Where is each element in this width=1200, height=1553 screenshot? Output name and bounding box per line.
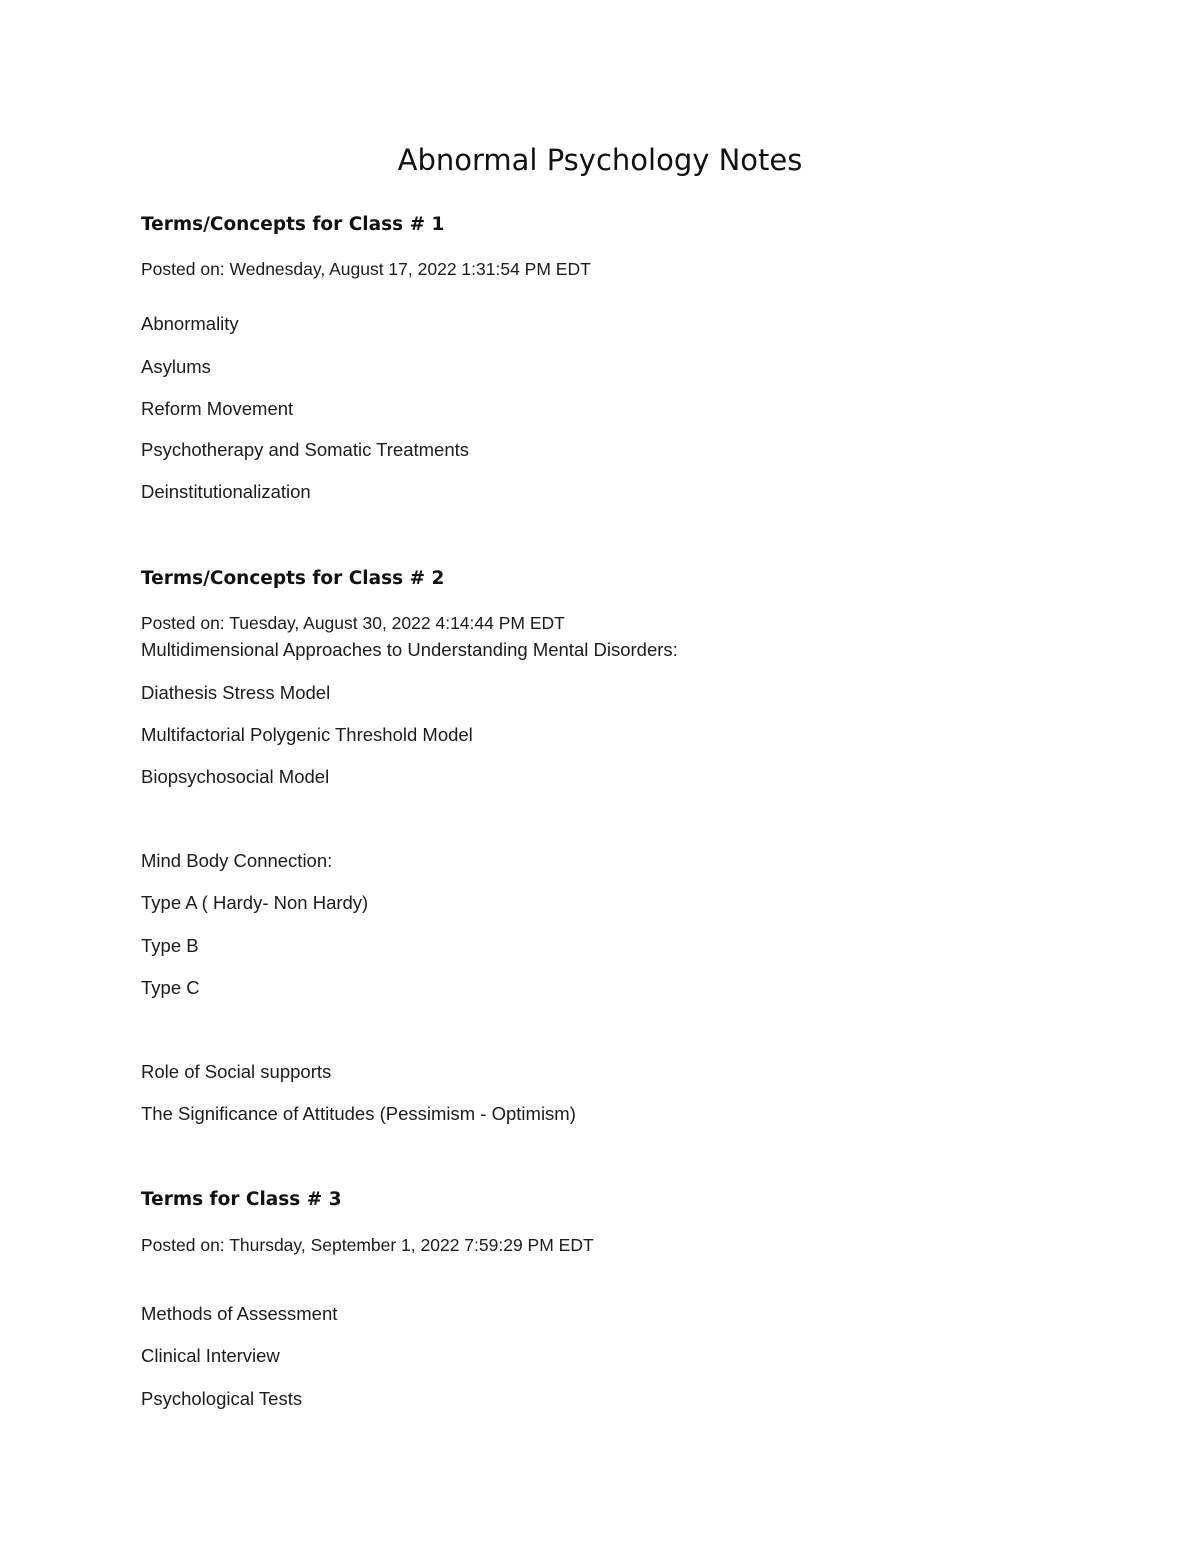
list-item: Biopsychosocial Model: [141, 766, 330, 787]
list-item: Psychological Tests: [141, 1388, 303, 1409]
list-item: Clinical Interview: [141, 1345, 280, 1366]
list-item: Asylums: [141, 356, 211, 377]
page-title: Abnormal Psychology Notes: [397, 143, 803, 177]
list-item: Abnormality: [141, 313, 239, 334]
list-item: The Significance of Attitudes (Pessimism - Optimism): [141, 1103, 576, 1124]
list-item: Diathesis Stress Model: [141, 682, 331, 703]
list-item: Reform Movement: [141, 398, 294, 419]
list-item: Multifactorial Polygenic Threshold Model: [141, 724, 473, 745]
list-item: Role of Social supports: [141, 1061, 332, 1082]
list-item: Type A ( Hardy- Non Hardy): [141, 892, 369, 913]
posted-date-class-2: Posted on: Tuesday, August 30, 2022 4:14:44 PM EDT: [141, 613, 565, 633]
section-heading-class-1: Terms/Concepts for Class # 1: [141, 214, 445, 235]
list-item: Multidimensional Approaches to Understanding Mental Disorders:: [141, 639, 678, 660]
list-item: Mind Body Connection:: [141, 850, 333, 871]
posted-date-class-1: Posted on: Wednesday, August 17, 2022 1:31:54 PM EDT: [141, 259, 591, 279]
posted-date-class-3: Posted on: Thursday, September 1, 2022 7:59:29 PM EDT: [141, 1235, 594, 1255]
section-heading-class-2: Terms/Concepts for Class # 2: [141, 568, 445, 589]
list-item: Deinstitutionalization: [141, 481, 311, 502]
list-item: Type C: [141, 977, 200, 998]
section-heading-class-3: Terms for Class # 3: [141, 1189, 342, 1210]
list-item: Psychotherapy and Somatic Treatments: [141, 439, 470, 460]
list-item: Methods of Assessment: [141, 1303, 338, 1324]
list-item: Type B: [141, 935, 199, 956]
